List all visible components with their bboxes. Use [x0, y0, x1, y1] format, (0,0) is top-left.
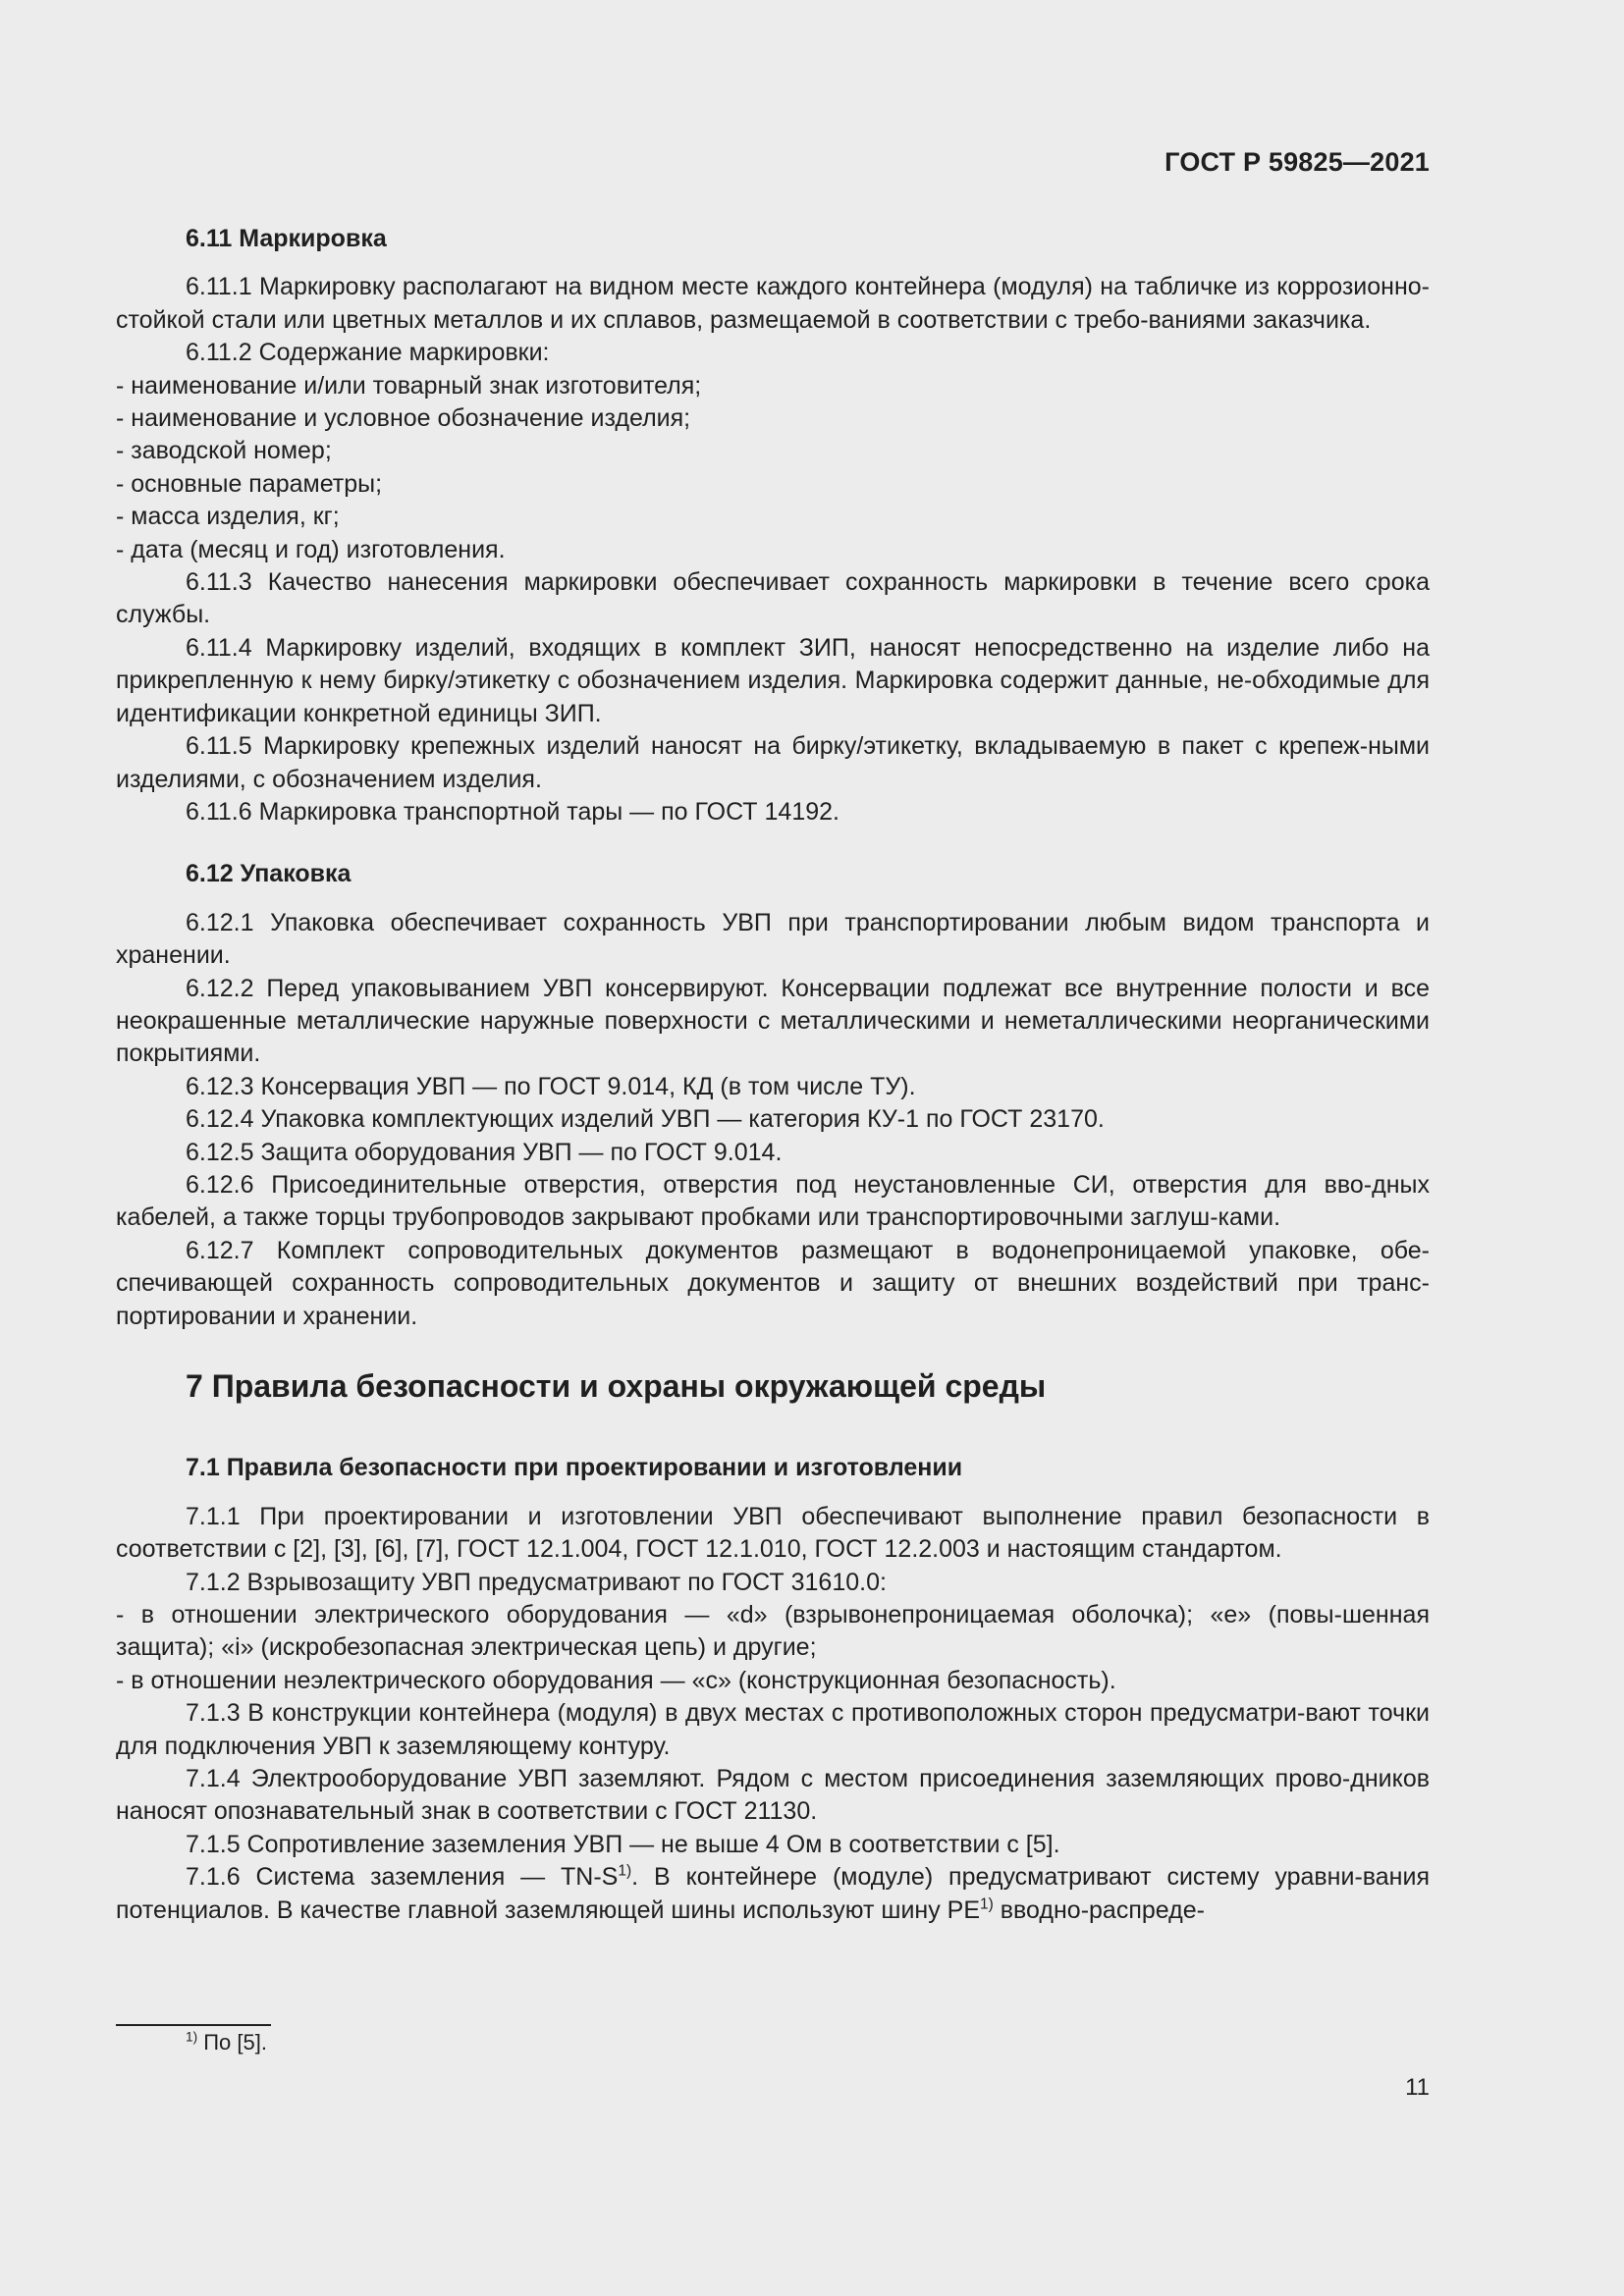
list-item: - масса изделия, кг;: [116, 503, 340, 531]
paragraph-7-1-5: 7.1.5 Сопротивление заземления УВП — не выше 4 Ом в соответствии с [5].: [186, 1830, 1060, 1858]
paragraph-6-11-5: 6.11.5 Маркировку крепежных изделий наносят на бирку/этикетку, вкладываемую в пакет с крепеж-ными изделиями, с обозначением изделия.: [116, 732, 1430, 793]
list-item: - дата (месяц и год) изготовления.: [116, 535, 506, 563]
section-7-1-title: 7.1 Правила безопасности при проектировании и изготовлении: [186, 1454, 963, 1482]
paragraph-7-1-1: 7.1.1 При проектировании и изготовлении УВП обеспечивают выполнение правил безопасности в соответствии с [2], [3], [6], [7], ГОСТ 12.1.004, ГОСТ 12.1.010, ГОСТ 12.2.003 и настоящим стандартом.: [116, 1502, 1430, 1564]
paragraph-6-12-6: 6.12.6 Присоединительные отверстия, отверстия под неустановленные СИ, отверстия для вво-дных кабелей, а также торцы трубопроводов закрывают пробками или транспортировочными заглуш-ками.: [116, 1170, 1430, 1232]
paragraph-6-11-1: 6.11.1 Маркировку располагают на видном месте каждого контейнера (модуля) на табличке из коррозионно-стойкой стали или цветных металлов и их сплавов, размещаемой в соответствии с требо-ваниями заказчика.: [116, 273, 1430, 334]
footnote-ref: 1): [980, 1896, 994, 1913]
list-item: - в отношении электрического оборудования — «d» (взрывонепроницаемая оболочка); «е» (повы-шенная защита); «i» (искробезопасная электрическая цепь) и другие;: [116, 1601, 1430, 1662]
footnote-divider: [116, 2024, 271, 2026]
page-number: 11: [1405, 2074, 1430, 2101]
paragraph-6-12-1: 6.12.1 Упаковка обеспечивает сохранность УВП при транспортировании любым видом транспорта и хранении.: [116, 908, 1430, 970]
section-7-title: 7 Правила безопасности и охраны окружающей среды: [186, 1368, 1047, 1404]
list-item: - основные параметры;: [116, 469, 383, 498]
text-run: . В контейнере (модуле) предусматривают систему уравни-вания потенциалов. В качестве главной заземляющей шины используют шину PE: [116, 1863, 1430, 1924]
paragraph-6-12-7: 6.12.7 Комплект сопроводительных документов размещают в водонепроницаемой упаковке, обе-спечивающей сохранность сопроводительных документов и защиту от внешних воздействий при транс-портировании и хранении.: [116, 1236, 1430, 1330]
document-code: ГОСТ Р 59825—2021: [1164, 147, 1430, 177]
paragraph-6-12-2: 6.12.2 Перед упаковыванием УВП консервируют. Консервации подлежат все внутренние полости и все неокрашенные металлические наружные поверхности с металлическими и неметаллическими неорганическими покрытиями.: [116, 974, 1430, 1068]
paragraph-7-1-2: 7.1.2 Взрывозащиту УВП предусматривают по ГОСТ 31610.0:: [186, 1568, 887, 1596]
section-6-11-title: 6.11 Маркировка: [186, 225, 387, 252]
paragraph-7-1-4: 7.1.4 Электрооборудование УВП заземляют. Рядом с местом присоединения заземляющих прово-дников наносят опознавательный знак в соответствии с ГОСТ 21130.: [116, 1765, 1430, 1826]
footnote: [186, 2030, 267, 2056]
page-content: [116, 223, 1430, 1927]
paragraph-6-12-3: 6.12.3 Консервация УВП — по ГОСТ 9.014, КД (в том числе ТУ).: [186, 1072, 916, 1100]
paragraph-6-11-6: 6.11.6 Маркировка транспортной тары — по ГОСТ 14192.: [186, 797, 839, 826]
text-run: 7.1.6 Система заземления — TN-S: [186, 1863, 619, 1892]
paragraph-6-11-3: 6.11.3 Качество нанесения маркировки обеспечивает сохранность маркировки в течение всего срока службы.: [116, 568, 1430, 629]
list-item: - наименование и условное обозначение изделия;: [116, 404, 691, 433]
footnote-mark: 1): [186, 2029, 198, 2045]
list-item: - в отношении неэлектрического оборудования — «c» (конструкционная безопасность).: [116, 1666, 1116, 1694]
paragraph-7-1-6: [116, 1861, 1430, 1927]
paragraph-6-11-4: 6.11.4 Маркировку изделий, входящих в комплект ЗИП, наносят непосредственно на изделие либо на прикрепленную к нему бирку/этикетку с обозначением изделия. Маркировка содержит данные, не-обходимые для идентификации конкретной единицы ЗИП.: [116, 633, 1430, 727]
footnote-ref: 1): [618, 1862, 632, 1880]
section-6-12-title: 6.12 Упаковка: [186, 860, 352, 888]
paragraph-6-12-4: 6.12.4 Упаковка комплектующих изделий УВП — категория КУ-1 по ГОСТ 23170.: [186, 1105, 1105, 1134]
text-run: вводно-распреде-: [993, 1896, 1205, 1924]
paragraph-6-12-5: 6.12.5 Защита оборудования УВП — по ГОСТ 9.014.: [186, 1138, 783, 1166]
paragraph-7-1-3: 7.1.3 В конструкции контейнера (модуля) в двух местах с противоположных сторон предусматри-вают точки для подключения УВП к заземляющему контуру.: [116, 1699, 1430, 1760]
list-item: - наименование и/или товарный знак изготовителя;: [116, 371, 702, 400]
footnote-text: По [5].: [197, 2030, 267, 2055]
list-item: - заводской номер;: [116, 437, 332, 465]
paragraph-6-11-2: 6.11.2 Содержание маркировки:: [186, 339, 550, 367]
